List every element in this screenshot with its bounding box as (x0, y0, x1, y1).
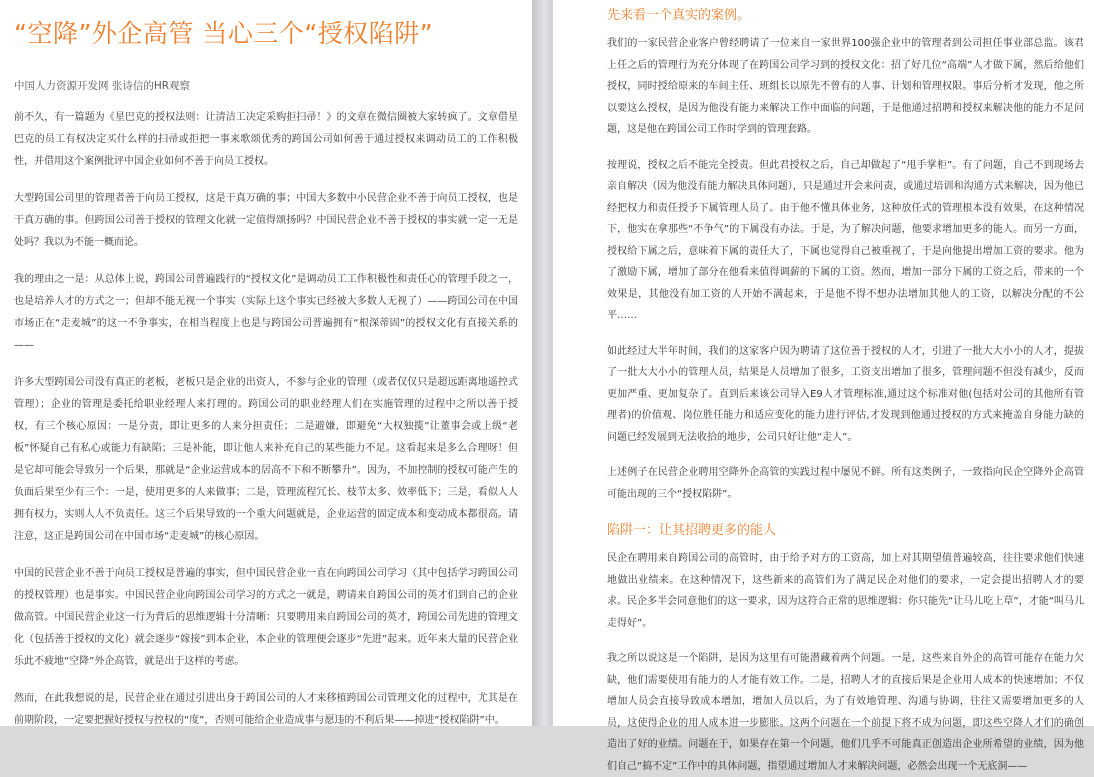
right-page (553, 0, 1094, 772)
page-gutter (532, 0, 553, 726)
paragraph: 中国的民营企业不善于向员工授权是普遍的事实，但中国民营企业一直在向跨国公司学习（其中包括学习跨国公司的授权管理）也是事实。中国民营企业向跨国公司学习的方式之一就是，聘请来自跨国公司的英才们到自己的企业做高管。中国民营企业这一行为背后的思维逻辑十分清晰：只要聘用来自跨国公司的英才，跨国公司先进的管理文化（包括善于授权的文化）就会逐步“嫁接”到本企业，本企业的管理便会逐步“先进”起来。近年来大量的民营企业乐此不疲地“空降”外企高管，就是出于这样的考虑。 (14, 568, 518, 667)
article-title: “空降”外企高管 当心三个“授权陷阱” (14, 19, 434, 48)
paragraph: 前不久，有一篇题为《星巴克的授权法则：让清洁工决定采购拒扫帚！》的文章在微信圈被大家转疯了。文章借星巴克的员工有权决定买什么样的扫帚或拒把一事来歌颂优秀的跨国公司如何善于通过授权来调动员工的工作积极性，并借用这个案例批评中国企业如何不善于向员工授权。 (14, 112, 518, 167)
paragraph: 然而，在此我想说的是，民营企业在通过引进出身于跨国公司的人才来移植跨国公司管理文化的过程中，尤其是在前期阶段，一定要把握好授权与控权的“度”，否则可能给企业造成事与愿违的不利后果——掉进“授权陷阱”中。 (14, 693, 518, 726)
article-byline: 中国人力资源开发网 张诗信的HR观察 (14, 80, 191, 92)
paragraph: 大型跨国公司里的管理者善于向员工授权，这是干真万确的事；中国大多数中小民营企业不善于向员工授权，也是干真万确的事。但跨国公司善于授权的管理文化就一定值得颂扬吗？中国民营企业不善于授权的事实就一定一无是处吗？我以为不能一概而论。 (14, 193, 518, 248)
paragraph: 按理说，授权之后不能完全授责。但此君授权之后，自己却做起了“甩手掌柜”。有了问题，自己不到现场去亲自解决（因为他没有能力解决具体问题），只是通过开会来问责，或通过培训和沟通方式来解决，因为他已经把权力和责任授予下属管理人员了。由于他不懂具体业务，这种放任式的管理根本没有效果，在这种情况下，他实在拿那些“不争气”的下属没有办法。于是，为了解决问题，他要求增加更多的能人。而另一方面，授权给下属之后，意味着下属的责任大了，下属也觉得自己被重视了，于是向他提出增加工资的要求。他为了激励下属，增加了部分在他看来值得调薪的下属的工资。然而，增加一部分下属的工资之后，带来的一个效果是，其他没有加工资的人开始不满起来，于是他不得不想办法增加其他人的工资，以解决分配的不公平…… (607, 159, 1084, 321)
paragraph: 许多大型跨国公司没有真正的老板，老板只是企业的出资人，不参与企业的管理（或者仅仅只是超远距离地遥控式管理）；企业的管理是委托给职业经理人来打理的。跨国公司的职业经理人们在实施管理的过程中之所以善于授权，有三个核心原因：一是分责，即让更多的人来分担责任；二是避嫌，即避免“大权独揽”让董事会或上级“老板”怀疑自己有私心或能力有缺陷；三是补能，即让他人来补充自己的某些能力不足。这看起来是多么合理呀！但是它却可能会导致另一个后果，那就是“企业运营成本的居高不下和不断攀升”。因为，不加控制的授权可能产生的负面后果至少有三个：一是，使用更多的人来做事；二是，管理流程冗长、枝节太多、效率低下；三是，看似人人拥有权力，实则人人不负责任。这三个后果导致的一个重大问题就是，企业运营的固定成本和变动成本都很高。请注意，这正是跨国公司在中国市场“走麦城”的核心原因。 (14, 377, 518, 542)
paragraph: 我之所以说这是一个陷阱，是因为这里有可能潜藏着两个问题。一是，这些来自外企的高管可能存在能力欠缺，他们需要使用有能力的人才能有效工作。二是，招聘人才的直接后果是企业用人成本的快速增加；不仅增加人员会直接导致成本增加，增加人员以后，为了有效地管理、沟通与协调，往往又需要增加更多的人员，这使得企业的用人成本进一步膨胀。这两个问题在一个前提下将不成为问题，即这些空降人才们的确创造出了好的业绩。问题在于，如果存在第一个问题，他们几乎不可能真正创造出企业所希望的业绩，因为他们自己“搞不定”工作中的具体问题，指望通过增加人才来解决问题，必然会出现一个无底洞—— (607, 653, 1084, 772)
paragraph: 如此经过大半年时间，我们的这家客户因为聘请了这位善于授权的人才，引进了一批大大小小的人才，提拔了一批大大小小的管理人员，结果是人员增加了很多，工资支出增加了很多，管理问题不但没有减少，反而更加严重、更加复杂了。直到后来该公司导入E9人才管理标准,通过这个标准对他(包括对公司的其他所有管理者)的价值观、岗位胜任能力和适应变化的能力进行评估,才发现到他通过授权的方式来掩盖自身能力缺的问题已经发展到无法收拾的地步，公司只好让他“走人”。 (607, 345, 1084, 443)
trap-one-heading: 陷阱一：让其招聘更多的能人 (607, 523, 777, 538)
paragraph: 我们的一家民营企业客户曾经聘请了一位来自一家世界100强企业中的管理者到公司担任事业部总监。该君上任之后的管理行为充分体现了在跨国公司学习到的授权文化：招了好几位“高端”人才做下属，然后给他们授权，同时授给原来的车间主任、班组长以原先不曾有的人事、计划和管理权限。事后分析才发现，他之所以要这么授权，是因为他没有能力来解决工作中面临的问题，于是他通过招聘和授权来解决他的能力不足问题，这是他在跨国公司工作时学到的管理套路。 (607, 38, 1084, 135)
paragraph: 上述例子在民营企业聘用空降外企高管的实践过程中屡见不鲜。所有这类例子，一致指向民企空降外企高管可能出现的三个“授权陷阱”。 (607, 467, 1084, 500)
case-intro-heading: 先来看一个真实的案例。 (607, 8, 751, 23)
paragraph: 我的理由之一是：从总体上说，跨国公司普遍践行的“授权文化”是调动员工工作积极性和责任心的管理手段之一，也是培养人才的方式之一；但却不能无视一个事实（实际上这个事实已经被大多数人无视了）——跨国公司在中国市场正在“走麦城”的这一不争事实，在相当程度上也是与跨国公司普遍拥有“根深蒂固”的授权文化有直接关系的—— (14, 274, 518, 351)
left-page (0, 0, 532, 726)
paragraph: 民企在聘用来自跨国公司的高管时，由于给予对方的工资高，加上对其期望值普遍较高，往往要求他们快速地做出业绩来。在这种情况下，这些新来的高管们为了满足民企对他们的要求，一定会提出招聘人才的要求。民企多半会同意他们的这一要求，因为这符合正常的思维逻辑：你只能先“让马儿吃上草”，才能“叫马儿走得好”。 (607, 553, 1084, 629)
